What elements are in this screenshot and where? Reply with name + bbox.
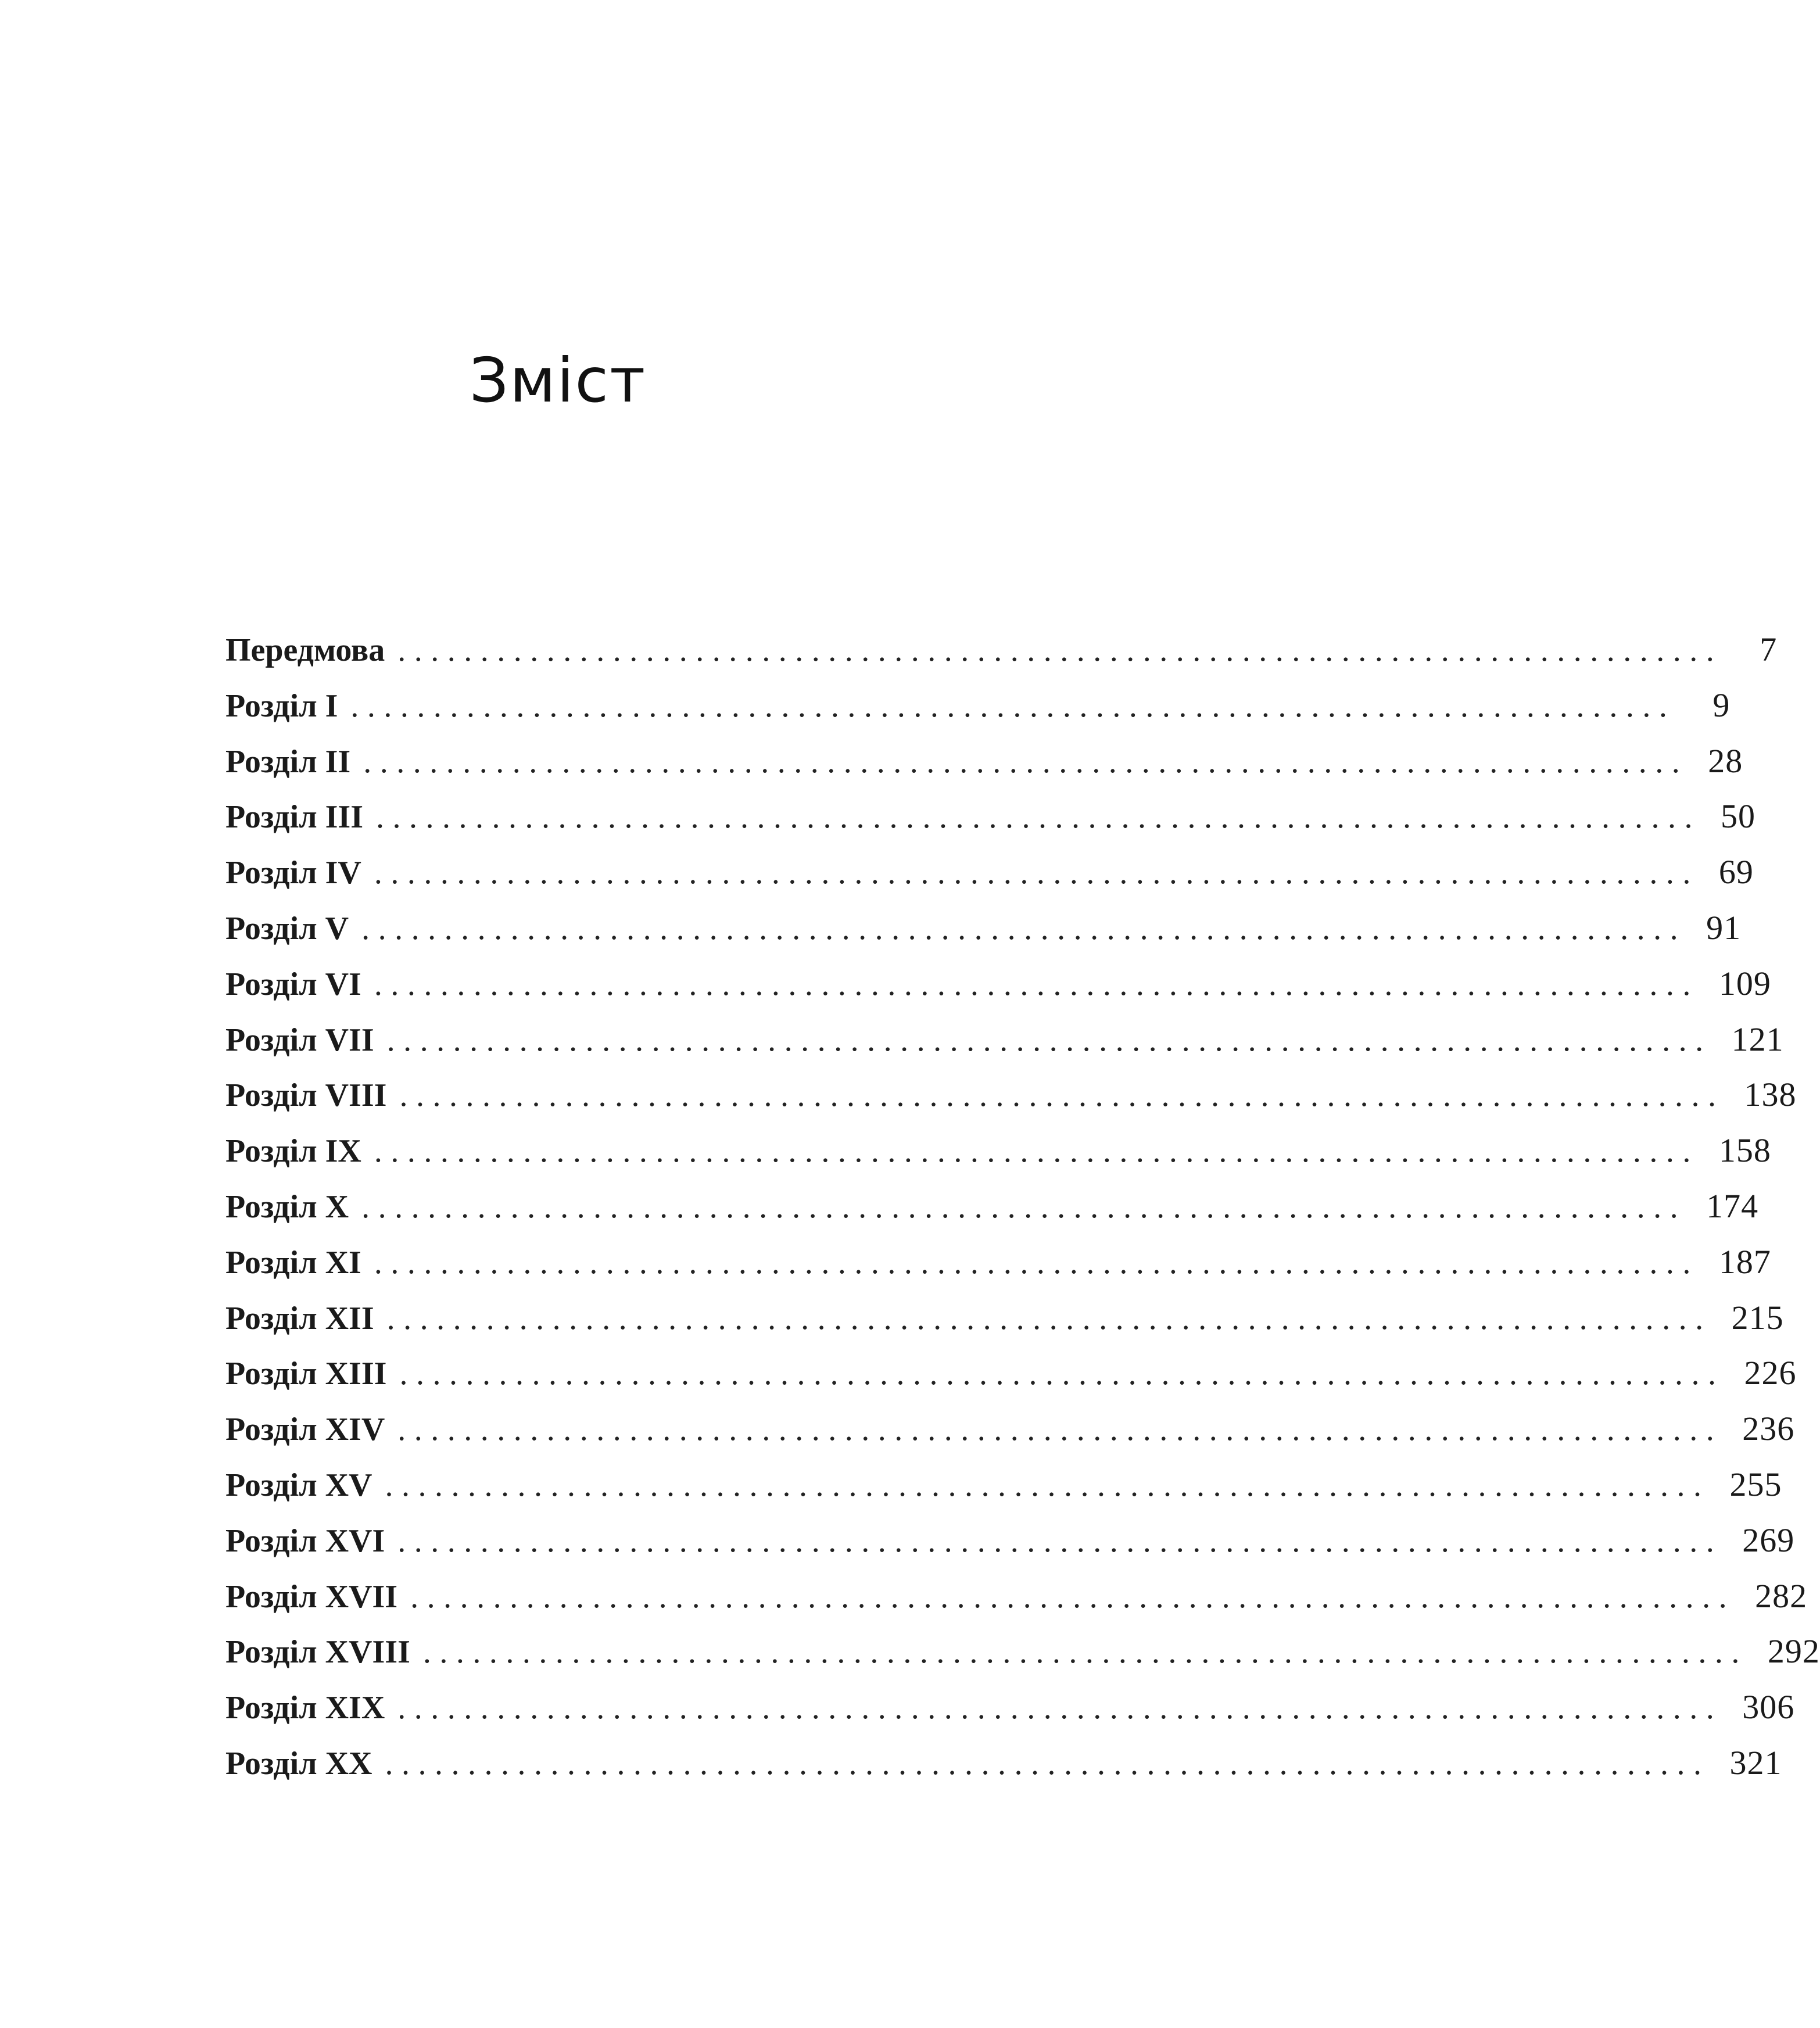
toc-entry-label: Розділ XIX	[225, 1690, 385, 1726]
toc-entry-page: 9	[1712, 686, 1731, 724]
toc-entry	[225, 1568, 1808, 1624]
toc-entry-label: Розділ I	[225, 687, 338, 724]
toc-entry-label: Розділ VI	[225, 966, 361, 1002]
toc-entry-page: 121	[1731, 1020, 1784, 1058]
toc-entry	[225, 1123, 1771, 1178]
toc-entry-page: 69	[1718, 853, 1754, 891]
toc-entry	[225, 1290, 1784, 1346]
dot-leader: ................................................................................	[422, 1634, 1748, 1671]
toc-entry-label: Розділ V	[225, 910, 349, 947]
toc-entry-label: Розділ XVIII	[225, 1634, 410, 1671]
toc-entry-label: Розділ XI	[225, 1244, 361, 1281]
dot-leader: ................................................................................	[374, 1244, 1699, 1281]
dot-leader: ................................................................................	[385, 1467, 1710, 1503]
toc-entry	[225, 900, 1742, 956]
toc-entry-label: Розділ XII	[225, 1300, 374, 1337]
toc-entry-label: Розділ XIII	[225, 1356, 387, 1392]
toc-entry-label: Розділ XVII	[225, 1578, 398, 1615]
toc-entry	[225, 1513, 1795, 1568]
dot-leader: ................................................................................	[376, 799, 1701, 836]
toc-entry-page: 187	[1718, 1242, 1771, 1281]
dot-leader: ................................................................................	[410, 1578, 1736, 1615]
toc-entry-label: Розділ XV	[225, 1467, 372, 1503]
dot-leader: ................................................................................	[399, 1356, 1725, 1392]
toc-entry-page: 255	[1729, 1465, 1782, 1503]
dot-leader: ................................................................................	[397, 632, 1723, 668]
toc-entry	[225, 1178, 1759, 1234]
toc-entry-page: 109	[1718, 964, 1771, 1002]
toc-entry-label: Розділ IV	[225, 855, 361, 891]
dot-leader: ................................................................................	[374, 966, 1699, 1002]
dot-leader: ................................................................................	[397, 1690, 1723, 1726]
toc-entry-page: 321	[1729, 1743, 1782, 1782]
toc-entry	[225, 1457, 1782, 1513]
toc-entry	[225, 678, 1731, 733]
dot-leader: ................................................................................	[374, 1133, 1699, 1170]
toc-entry-label: Розділ XVI	[225, 1522, 385, 1559]
dot-leader: ................................................................................	[385, 1745, 1710, 1782]
page-title: Зміст	[469, 345, 647, 416]
dot-leader: ................................................................................	[361, 910, 1687, 947]
dot-leader: ................................................................................	[386, 1022, 1712, 1058]
toc-entry	[225, 789, 1755, 844]
toc-entry-label: Розділ XIV	[225, 1411, 385, 1448]
toc-entry	[225, 1067, 1797, 1123]
toc-entry	[225, 1735, 1782, 1791]
dot-leader: ................................................................................	[397, 1522, 1723, 1559]
dot-leader: ................................................................................	[361, 1188, 1687, 1225]
table-of-contents	[225, 622, 1820, 1791]
dot-leader: ................................................................................	[374, 855, 1699, 891]
toc-entry-page: 138	[1744, 1076, 1797, 1114]
toc-entry-page: 7	[1760, 630, 1778, 668]
toc-entry	[225, 1624, 1820, 1679]
toc-entry-page: 306	[1742, 1688, 1795, 1726]
dot-leader: ................................................................................	[397, 1411, 1723, 1448]
toc-entry-page: 236	[1742, 1410, 1795, 1448]
toc-entry	[225, 956, 1771, 1012]
dot-leader: ................................................................................	[350, 687, 1676, 724]
toc-entry-page: 282	[1755, 1576, 1808, 1615]
toc-entry-label: Розділ III	[225, 799, 363, 836]
toc-entry	[225, 622, 1778, 678]
toc-entry-label: Розділ II	[225, 743, 351, 780]
toc-entry-label: Розділ VIII	[225, 1077, 387, 1114]
toc-entry-page: 28	[1708, 741, 1743, 780]
toc-entry-page: 226	[1744, 1354, 1797, 1392]
toc-entry-label: Передмова	[225, 632, 385, 668]
toc-entry	[225, 1401, 1795, 1457]
toc-entry	[225, 1234, 1771, 1290]
toc-entry	[225, 844, 1754, 900]
toc-entry-page: 174	[1706, 1187, 1759, 1225]
dot-leader: ................................................................................	[399, 1077, 1725, 1114]
toc-entry-page: 91	[1706, 908, 1742, 947]
toc-entry-label: Розділ X	[225, 1188, 349, 1225]
toc-entry-page: 292	[1767, 1632, 1820, 1671]
toc-entry	[225, 1012, 1784, 1067]
toc-entry-page: 269	[1742, 1521, 1795, 1559]
dot-leader: ................................................................................	[386, 1300, 1712, 1337]
toc-entry-label: Розділ XX	[225, 1745, 372, 1782]
toc-entry-label: Розділ VII	[225, 1022, 374, 1058]
toc-entry-page: 50	[1721, 797, 1755, 836]
toc-entry-label: Розділ IX	[225, 1133, 361, 1170]
toc-entry	[225, 1679, 1795, 1735]
toc-entry	[225, 733, 1743, 789]
toc-entry-page: 158	[1718, 1131, 1771, 1170]
toc-entry-page: 215	[1731, 1298, 1784, 1337]
dot-leader: ................................................................................	[363, 743, 1689, 780]
toc-entry	[225, 1345, 1797, 1401]
